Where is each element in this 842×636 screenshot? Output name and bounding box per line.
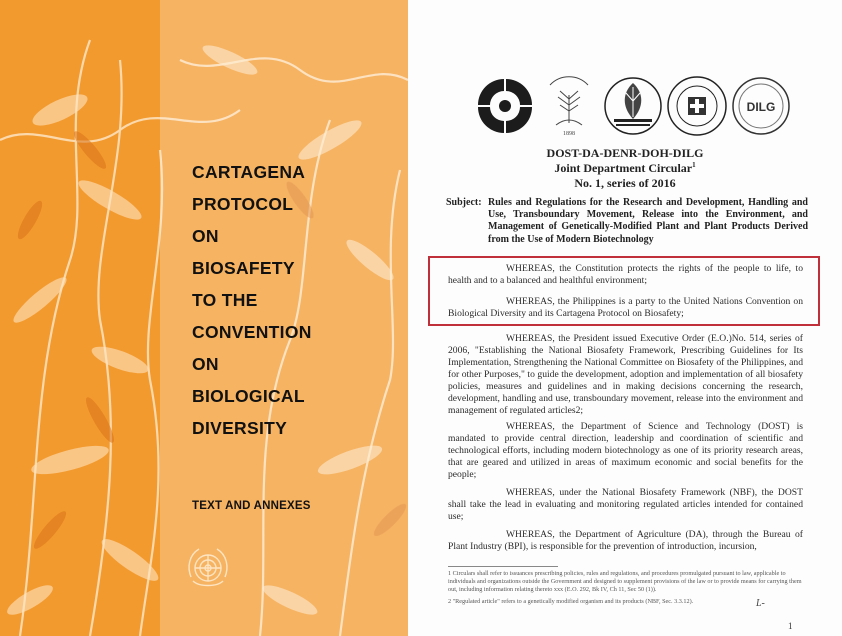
da-logo-year: 1898 — [563, 131, 575, 137]
cover-title-line: TO THE — [192, 290, 258, 310]
paragraph: WHEREAS, the President issued Executive Order (E.O.)No. 514, series of 2006, "Establishing the National Biosafety Framework, Prescribing Guidelines for Its Implementation, Strengthening the National Committee on Biosafety of the Philippines, and for other Purposes," to guide the development, adoption and implementation of all biosafety policies, measures and guidelines and in making decisions concerning the research, development, handling and use, transboundary movement, release into the environment and management of regulated articles2; — [448, 333, 803, 416]
subject-text: Rules and Regulations for the Research and Development, Handling and Use, Transboundary Movement, Release into the Environment, and Management of Genetically-Modified Plant and Plant Products Derived from the Use of Modern Biotechnology — [488, 197, 808, 245]
cover-title-line: ON — [192, 226, 219, 246]
signature-mark: L- — [756, 598, 765, 609]
cover-title-line: BIOSAFETY — [192, 258, 295, 278]
paragraph: WHEREAS, the Department of Science and Technology (DOST) is mandated to provide central direction, leadership and coordination of scientific and technological efforts, including modern biotechnology as one of its priority research areas, that are geared and utilized in areas of maximum economic and social benefits for the people; — [448, 421, 803, 480]
cover-title-line: ON — [192, 354, 219, 374]
paragraph: WHEREAS, under the National Biosafety Framework (NBF), the DOST shall take the lead in evaluating and monitoring regulated articles intended for contained use; — [448, 487, 803, 522]
highlight-box — [428, 256, 820, 326]
agency-logos — [474, 75, 794, 145]
paragraph: WHEREAS, the Philippines is a party to the United Nations Convention on Biological Diversity and its Cartagena Protocol on Biosafety; — [448, 296, 803, 319]
dost-logo-icon — [474, 75, 536, 137]
title-panel — [160, 0, 408, 636]
footnote: 1 Circulars shall refer to issuances prescribing policies, rules and regulations, and procedures promulgated pursuant to law, applicable to individuals and organizations outside the Government and designed to supplement provisions of the law or to provide means for carrying them out, including information relating thereto xxx (E.O. 292, Bk IV, Ch 11, Sec 50 (1)). — [448, 570, 802, 593]
paragraph: WHEREAS, the Department of Agriculture (DA), through the Bureau of Plant Industry (BPI), is responsible for the prevention of introduction, incursion, — [448, 529, 803, 552]
header-org: DOST-DA-DENR-DOH-DILG — [546, 146, 704, 160]
un-emblem-icon — [183, 543, 233, 593]
dilg-logo-text: DILG — [746, 100, 776, 114]
denr-logo-icon — [602, 75, 664, 137]
cover-title-line: CONVENTION — [192, 322, 312, 342]
subject-label: Subject: — [446, 197, 482, 208]
cover-title-line: DIVERSITY — [192, 418, 288, 438]
header-number: No. 1, series of 2016 — [574, 176, 676, 190]
cover-title-line: PROTOCOL — [192, 194, 294, 214]
header-circular: Joint Department Circular$^1$ — [554, 161, 696, 175]
document-page — [408, 0, 842, 636]
paragraph: WHEREAS, the Constitution protects the rights of the people to life, to health and to a balanced and healthful environment; — [448, 263, 803, 286]
cover-panel — [0, 0, 408, 636]
cover-subtitle: TEXT AND ANNEXES — [192, 500, 311, 512]
cover-title-line: CARTAGENA — [192, 162, 306, 182]
footnote-rule — [448, 566, 558, 567]
cover-title-line: BIOLOGICAL — [192, 386, 305, 406]
doh-logo-icon — [666, 75, 728, 137]
page-number: 1 — [788, 621, 793, 631]
da-logo-icon — [538, 75, 600, 137]
dilg-logo-icon — [730, 75, 792, 137]
footnote: 2 "Regulated article" refers to a genetically modified organism and its products (NBF, Sec. 3.3.12). — [448, 598, 694, 605]
